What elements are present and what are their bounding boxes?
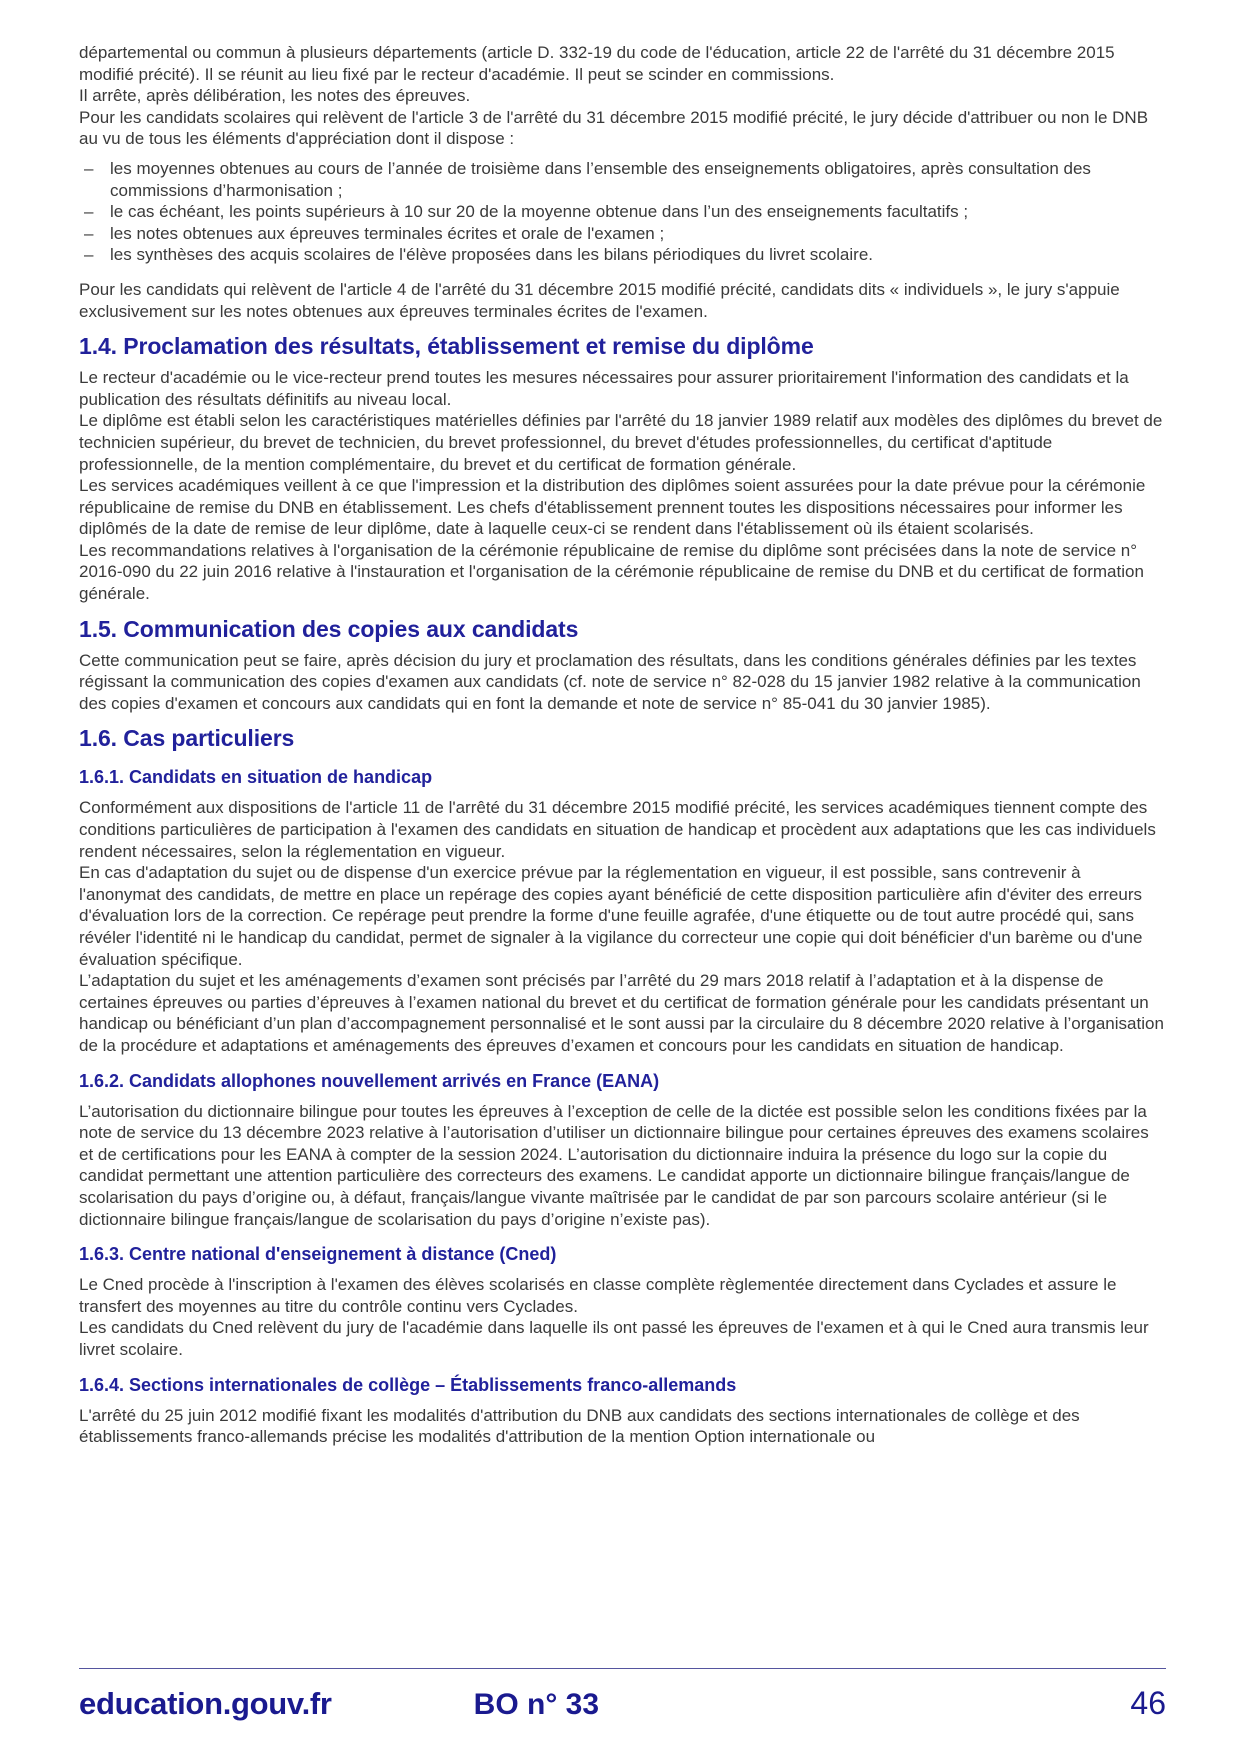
paragraph-cned-inscription: Le Cned procède à l'inscription à l'examen des élèves scolarisés en classe complète règlementée directement dans Cyclades et assure le transfert des moyennes au titre du contrôle continu vers Cyclades. [79,1275,1117,1316]
paragraph-handicap-adaptation: L’adaptation du sujet et les aménagements d’examen sont précisés par l’arrêté du 29 mars 2018 relatif à l’adaptation et à la dispense de certaines épreuves ou parties d’épreuves à l’examen national du brevet et du certificat de formation générale pour les candidats présentant un handicap ou bénéficiant d’un plan d’accompagnement personnalisé et le sont aussi par la circulaire du 8 décembre 2020 relative à l’organisation de la procédure et adaptations et aménagements des épreuves d’examen et concours pour les candidats en situation de handicap. [79,971,1164,1055]
heading-1-6-3-cned: 1.6.3. Centre national d'enseignement à distance (Cned) [79,1244,557,1265]
paragraph-sections-internationales: L'arrêté du 25 juin 2012 modifié fixant les modalités d'attribution du DNB aux candidats des sections internationales de collège et des établissements franco-allemands précise les modalités d'attribution de la mention Option internationale ou [79,1405,1080,1447]
footer-row [79,1669,1166,1722]
footer-bulletin-number: BO n° 33 [473,1688,600,1721]
paragraph-eana-dictionnaire: L’autorisation du dictionnaire bilingue pour toutes les épreuves à l’exception de celle de la dictée est possible selon les conditions fixées par la note de service du 13 décembre 2023 relative à l’autorisation d’utiliser un dictionnaire bilingue pour certaines épreuves des examens scolaires et de certifications pour les EANA à compter de la session 2024. L’autorisation du dictionnaire induira la présence du logo sur la copie du candidat permettant une attention particulière des correcteurs des examens. Le candidat apporte un dictionnaire bilingue français/langue de scolarisation du pays d’origine ou, à défaut, français/langue vivante maîtrisée par le candidat de par son parcours scolaire antérieur (si le dictionnaire bilingue français/langue de scolarisation du pays d’origine n’existe pas). [79,1101,1149,1229]
heading-1-6-cas-particuliers: 1.6. Cas particuliers [79,725,295,752]
list-item: – le cas échéant, les points supérieurs à 10 sur 20 de la moyenne obtenue dans l’un des enseignements facultatifs ; [79,201,1165,223]
heading-1-6-4-sections-internationales: 1.6.4. Sections internationales de collège – Établissements franco-allemands [79,1374,737,1395]
heading-1-5-communication: 1.5. Communication des copies aux candidats [79,615,579,642]
heading-1-6-1-handicap: 1.6.1. Candidats en situation de handicap [79,767,433,788]
paragraph-arrete-notes: Il arrête, après délibération, les notes des épreuves. [79,86,471,106]
heading-1-6-2-eana: 1.6.2. Candidats allophones nouvellement arrivés en France (EANA) [79,1070,660,1091]
paragraph-candidats-scolaires: Pour les candidats scolaires qui relèvent de l'article 3 de l'arrêté du 31 décembre 2015 modifié précité, le jury décide d'attribuer ou non le DNB au vu de tous les éléments d'appréciation dont il dispose : [79,107,1149,149]
paragraph-services-academiques: Les services académiques veillent à ce que l'impression et la distribution des diplômes soient assurées pour la date prévue pour la cérémonie républicaine de remise du DNB en établissement. Les chefs d'établissement prennent toutes les dispositions nécessaires pour informer les diplômés de la date de remise de leur diplôme, date à laquelle ceux-ci se rendent dans l'établissement où ils étaient scolarisés. [79,476,1146,539]
paragraph-jury-departemental: départemental ou commun à plusieurs départements (article D. 332-19 du code de l'éducation, article 22 de l'arrêté du 31 décembre 2015 modifié précité). Il se réunit au lieu fixé par le recteur d'académie. Il peut se scinder en commissions. [79,43,1115,84]
paragraph-diplome-etabli: Le diplôme est établi selon les caractéristiques matérielles définies par l'arrêté du 18 janvier 1989 relatif aux modèles des diplômes du brevet de technicien supérieur, du brevet de technicien, du brevet professionnel, du brevet d'études professionnelles, du certificat d'aptitude professionnelle, de la mention complémentaire, du brevet et du certificat de formation générale. [79,411,1163,474]
heading-1-4-proclamation: 1.4. Proclamation des résultats, établissement et remise du diplôme [79,333,814,360]
list-item: – les notes obtenues aux épreuves terminales écrites et orale de l'examen ; [79,223,1165,245]
paragraph-handicap-reperage: En cas d'adaptation du sujet ou de dispense d'un exercice prévue par la réglementation en vigueur, il est possible, sans contrevenir à l'anonymat des candidats, de mettre en place un repérage des copies ayant bénéficié de cette disposition particulière afin d'éviter des erreurs d'évaluation lors de la correction. Ce repérage peut prendre la forme d'une feuille agrafée, d'une étiquette ou de tout autre procédé qui, sans révéler l'identité ni le handicap du candidat, permet de signaler à la vigilance du correcteur une copie qui doit bénéficier d'un barème ou d'une évaluation spécifique. [79,863,1143,969]
paragraph-candidats-individuels: Pour les candidats qui relèvent de l'article 4 de l'arrêté du 31 décembre 2015 modifié précité, candidats dits « individuels », le jury s'appuie exclusivement sur les notes obtenues aux épreuves terminales écrites de l'examen. [79,279,1120,321]
document-body [79,42,1165,1448]
list-item: – les synthèses des acquis scolaires de l'élève proposées dans les bilans périodiques du livret scolaire. [79,244,1165,266]
paragraph-recteur-information: Le recteur d'académie ou le vice-recteur prend toutes les mesures nécessaires pour assurer prioritairement l'information des candidats et la publication des résultats définitifs au niveau local. [79,368,1129,409]
elements-appreciation-list [79,158,1165,266]
paragraph-cned-jury: Les candidats du Cned relèvent du jury de l'académie dans laquelle ils ont passé les épreuves de l'examen et à qui le Cned aura transmis leur livret scolaire. [79,1318,1149,1359]
paragraph-communication-copies: Cette communication peut se faire, après décision du jury et proclamation des résultats, dans les conditions générales définies par les textes régissant la communication des copies d'examen aux candidats (cf. note de service n° 82-028 du 15 janvier 1982 relative à la communication des copies d'examen et concours aux candidats qui en font la demande et note de service n° 85-041 du 30 janvier 1985). [79,650,1141,713]
page-footer [79,1668,1166,1722]
paragraph-recommandations-ceremonie: Les recommandations relatives à l'organisation de la cérémonie républicaine de remise du diplôme sont précisées dans la note de service n° 2016-090 du 22 juin 2016 relative à l'instauration et l'organisation de la cérémonie républicaine de remise du DNB et du certificat de formation générale. [79,540,1144,604]
list-item: – les moyennes obtenues au cours de l’année de troisième dans l’ensemble des enseignements obligatoires, après consultation des commissions d’harmonisation ; [79,158,1165,201]
footer-page-number: 46 [1130,1685,1166,1721]
footer-site-link[interactable]: education.gouv.fr [79,1686,332,1721]
paragraph-handicap-conformement: Conformément aux dispositions de l'article 11 de l'arrêté du 31 décembre 2015 modifié précité, les services académiques tiennent compte des conditions particulières de participation à l'examen des candidats en situation de handicap et procèdent aux adaptations que les cas individuels rendent nécessaires, selon la réglementation en vigueur. [79,798,1156,861]
